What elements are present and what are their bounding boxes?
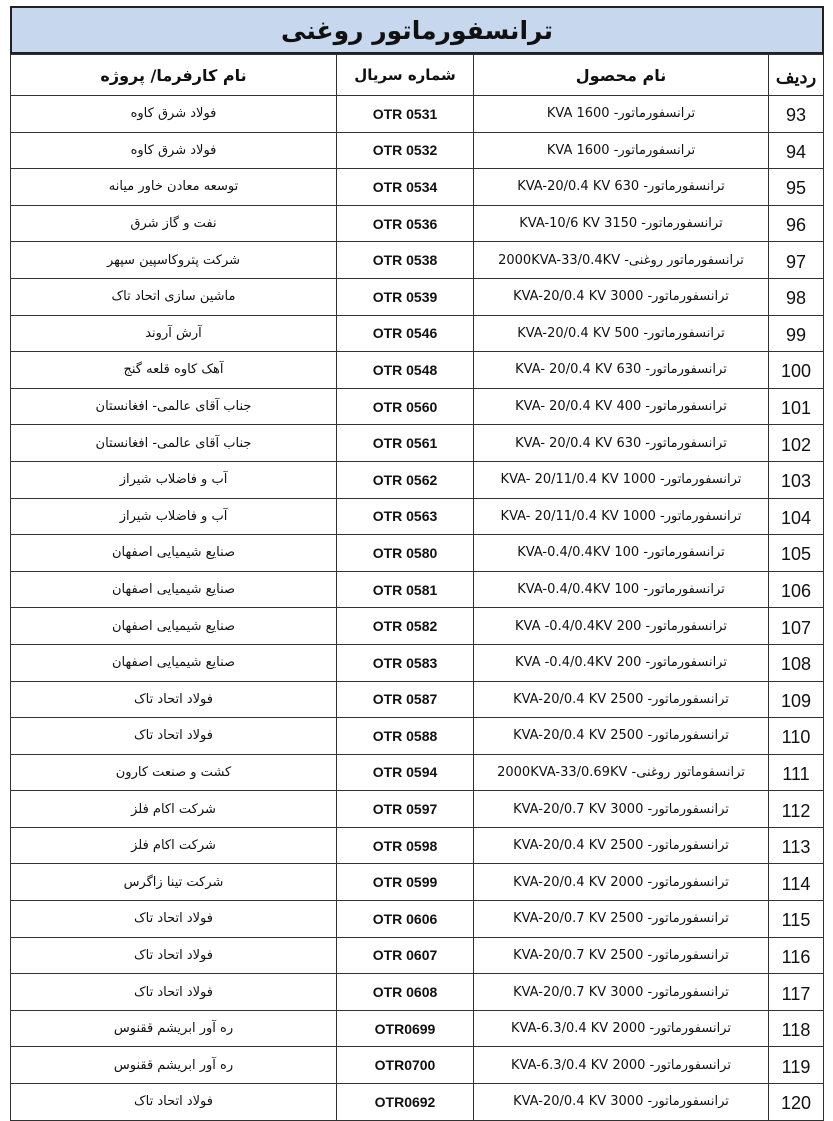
- table-row: [11, 315, 824, 352]
- product-name-cell: ترانسفورماتور- 3000 KVA-20/0.4 KV: [474, 1084, 769, 1121]
- row-number-cell: 116: [769, 937, 824, 974]
- row-number-cell: 102: [769, 425, 824, 462]
- table-row: [11, 352, 824, 389]
- table-row: [11, 498, 824, 535]
- client-name-cell: فولاد اتحاد تاک: [11, 937, 337, 974]
- row-number-cell: 118: [769, 1010, 824, 1047]
- table-row: [11, 535, 824, 572]
- product-name-cell: ترانسفورماتور روغنی- 2000KVA-33/0.4KV: [474, 242, 769, 279]
- product-name-cell: ترانسفورماتور- 3000 KVA-20/0.4 KV: [474, 278, 769, 315]
- table-row: [11, 827, 824, 864]
- table-row: [11, 461, 824, 498]
- table-row: [11, 864, 824, 901]
- product-name-cell: ترانسفورماتور- 2500 KVA-20/0.4 KV: [474, 827, 769, 864]
- row-number-cell: 114: [769, 864, 824, 901]
- client-name-cell: کشت و صنعت کارون: [11, 754, 337, 791]
- table-row: [11, 754, 824, 791]
- serial-number-cell: OTR 0580: [337, 535, 474, 572]
- product-name-cell: ترانسفورماتور- 2500 KVA-20/0.4 KV: [474, 681, 769, 718]
- table-row: [11, 608, 824, 645]
- row-number-cell: 107: [769, 608, 824, 645]
- serial-number-cell: OTR 0581: [337, 571, 474, 608]
- table-row: [11, 901, 824, 938]
- client-name-cell: فولاد اتحاد تاک: [11, 681, 337, 718]
- product-name-cell: ترانسفورماتور- 2000 KVA-6.3/0.4 KV: [474, 1010, 769, 1047]
- row-number-cell: 117: [769, 974, 824, 1011]
- serial-number-cell: OTR 0597: [337, 791, 474, 828]
- client-name-cell: توسعه معادن خاور میانه: [11, 169, 337, 206]
- product-name-cell: ترانسفورماتور- 3150 KVA-10/6 KV: [474, 205, 769, 242]
- table-row: [11, 388, 824, 425]
- row-number-cell: 104: [769, 498, 824, 535]
- product-name-cell: ترانسفورماتور- 200 KVA -0.4/0.4KV: [474, 644, 769, 681]
- row-number-cell: 111: [769, 754, 824, 791]
- table-row: [11, 205, 824, 242]
- serial-number-cell: OTR 0562: [337, 461, 474, 498]
- table-row: [11, 718, 824, 755]
- products-table: [10, 54, 824, 1121]
- product-name-cell: ترانسفورماتور- 2000 KVA-6.3/0.4 KV: [474, 1047, 769, 1084]
- serial-number-cell: OTR 0548: [337, 352, 474, 389]
- product-name-cell: ترانسفورماتور- 1000 KVA- 20/11/0.4 KV: [474, 498, 769, 535]
- row-number-cell: 109: [769, 681, 824, 718]
- client-name-cell: ره آور ابریشم ققنوس: [11, 1010, 337, 1047]
- client-name-cell: صنایع شیمیایی اصفهان: [11, 535, 337, 572]
- serial-number-cell: OTR 0532: [337, 132, 474, 169]
- serial-number-cell: OTR 0608: [337, 974, 474, 1011]
- product-name-cell: ترانسفورماتور- 200 KVA -0.4/0.4KV: [474, 608, 769, 645]
- header-product-name: نام محصول: [474, 55, 769, 96]
- client-name-cell: ماشین سازی اتحاد تاک: [11, 278, 337, 315]
- serial-number-cell: OTR 0560: [337, 388, 474, 425]
- row-number-cell: 93: [769, 96, 824, 133]
- product-name-cell: ترانسفورماتور- 3000 KVA-20/0.7 KV: [474, 791, 769, 828]
- table-row: [11, 644, 824, 681]
- serial-number-cell: OTR 0534: [337, 169, 474, 206]
- table-row: [11, 681, 824, 718]
- table-row: [11, 169, 824, 206]
- serial-number-cell: OTR 0607: [337, 937, 474, 974]
- product-name-cell: ترانسفورماتور- 2000 KVA-20/0.4 KV: [474, 864, 769, 901]
- client-name-cell: شرکت اکام فلز: [11, 827, 337, 864]
- client-name-cell: صنایع شیمیایی اصفهان: [11, 608, 337, 645]
- product-name-cell: ترانسفورماتور- 1000 KVA- 20/11/0.4 KV: [474, 461, 769, 498]
- serial-number-cell: OTR 0536: [337, 205, 474, 242]
- client-name-cell: آرش آروند: [11, 315, 337, 352]
- product-name-cell: ترانسفورماتور- 630 KVA- 20/0.4 KV: [474, 425, 769, 462]
- client-name-cell: صنایع شیمیایی اصفهان: [11, 571, 337, 608]
- row-number-cell: 98: [769, 278, 824, 315]
- product-name-cell: ترانسفورماتور- 630 KVA-20/0.4 KV: [474, 169, 769, 206]
- table-row: [11, 571, 824, 608]
- product-name-cell: ترانسفورماتور- 2500 KVA-20/0.4 KV: [474, 718, 769, 755]
- client-name-cell: ره آور ابریشم ققنوس: [11, 1047, 337, 1084]
- client-name-cell: جناب آقای عالمی- افغانستان: [11, 425, 337, 462]
- client-name-cell: جناب آقای عالمی- افغانستان: [11, 388, 337, 425]
- product-name-cell: ترانسفورماتور- 1600 KVA: [474, 132, 769, 169]
- table-row: [11, 132, 824, 169]
- row-number-cell: 105: [769, 535, 824, 572]
- client-name-cell: فولاد اتحاد تاک: [11, 901, 337, 938]
- table-row: [11, 791, 824, 828]
- row-number-cell: 106: [769, 571, 824, 608]
- client-name-cell: شرکت پتروکاسپین سپهر: [11, 242, 337, 279]
- header-row: [11, 55, 824, 96]
- serial-number-cell: OTR 0599: [337, 864, 474, 901]
- serial-number-cell: OTR 0563: [337, 498, 474, 535]
- table-row: [11, 1047, 824, 1084]
- client-name-cell: فولاد شرق کاوه: [11, 96, 337, 133]
- client-name-cell: فولاد اتحاد تاک: [11, 1084, 337, 1121]
- client-name-cell: آب و فاضلاب شیراز: [11, 498, 337, 535]
- serial-number-cell: OTR0700: [337, 1047, 474, 1084]
- table-row: [11, 242, 824, 279]
- row-number-cell: 113: [769, 827, 824, 864]
- product-name-cell: ترانسفورماتور- 630 KVA- 20/0.4 KV: [474, 352, 769, 389]
- row-number-cell: 112: [769, 791, 824, 828]
- row-number-cell: 108: [769, 644, 824, 681]
- serial-number-cell: OTR 0587: [337, 681, 474, 718]
- table-row: [11, 425, 824, 462]
- serial-number-cell: OTR 0546: [337, 315, 474, 352]
- table-row: [11, 974, 824, 1011]
- client-name-cell: شرکت اکام فلز: [11, 791, 337, 828]
- client-name-cell: فولاد اتحاد تاک: [11, 718, 337, 755]
- table-row: [11, 278, 824, 315]
- client-name-cell: شرکت تینا زاگرس: [11, 864, 337, 901]
- row-number-cell: 94: [769, 132, 824, 169]
- row-number-cell: 101: [769, 388, 824, 425]
- row-number-cell: 99: [769, 315, 824, 352]
- client-name-cell: فولاد شرق کاوه: [11, 132, 337, 169]
- client-name-cell: نفت و گاز شرق: [11, 205, 337, 242]
- product-name-cell: ترانسفورماتور- 3000 KVA-20/0.7 KV: [474, 974, 769, 1011]
- client-name-cell: صنایع شیمیایی اصفهان: [11, 644, 337, 681]
- serial-number-cell: OTR 0582: [337, 608, 474, 645]
- client-name-cell: فولاد اتحاد تاک: [11, 974, 337, 1011]
- product-name-cell: ترانسفورماتور- 100 KVA-0.4/0.4KV: [474, 571, 769, 608]
- table-row: [11, 1084, 824, 1121]
- product-name-cell: ترانسفورماتور- 2500 KVA-20/0.7 KV: [474, 901, 769, 938]
- row-number-cell: 115: [769, 901, 824, 938]
- product-name-cell: ترانسفورماتور- 100 KVA-0.4/0.4KV: [474, 535, 769, 572]
- table-row: [11, 96, 824, 133]
- row-number-cell: 119: [769, 1047, 824, 1084]
- serial-number-cell: OTR 0598: [337, 827, 474, 864]
- table-row: [11, 937, 824, 974]
- serial-number-cell: OTR 0583: [337, 644, 474, 681]
- row-number-cell: 120: [769, 1084, 824, 1121]
- serial-number-cell: OTR0699: [337, 1010, 474, 1047]
- product-name-cell: ترانسفورماتور- 1600 KVA: [474, 96, 769, 133]
- serial-number-cell: OTR 0531: [337, 96, 474, 133]
- table-body: [11, 96, 824, 1121]
- serial-number-cell: OTR 0538: [337, 242, 474, 279]
- row-number-cell: 95: [769, 169, 824, 206]
- serial-number-cell: OTR 0539: [337, 278, 474, 315]
- serial-number-cell: OTR 0561: [337, 425, 474, 462]
- row-number-cell: 110: [769, 718, 824, 755]
- row-number-cell: 100: [769, 352, 824, 389]
- serial-number-cell: OTR 0594: [337, 754, 474, 791]
- row-number-cell: 96: [769, 205, 824, 242]
- serial-number-cell: OTR 0606: [337, 901, 474, 938]
- product-sheet: [10, 6, 824, 1121]
- header-row-number: ردیف: [769, 55, 824, 96]
- serial-number-cell: OTR 0588: [337, 718, 474, 755]
- header-client-project: نام کارفرما/ پروژه: [11, 55, 337, 96]
- product-name-cell: ترانسفوماتور روغنی- 2000KVA-33/0.69KV: [474, 754, 769, 791]
- table-row: [11, 1010, 824, 1047]
- product-name-cell: ترانسفورماتور- 500 KVA-20/0.4 KV: [474, 315, 769, 352]
- product-name-cell: ترانسفورماتور- 2500 KVA-20/0.7 KV: [474, 937, 769, 974]
- client-name-cell: آب و فاضلاب شیراز: [11, 461, 337, 498]
- row-number-cell: 97: [769, 242, 824, 279]
- header-serial-number: شماره سریال: [337, 55, 474, 96]
- serial-number-cell: OTR0692: [337, 1084, 474, 1121]
- client-name-cell: آهک کاوه قلعه گنج: [11, 352, 337, 389]
- row-number-cell: 103: [769, 461, 824, 498]
- product-name-cell: ترانسفورماتور- 400 KVA- 20/0.4 KV: [474, 388, 769, 425]
- table-title: ترانسفورماتور روغنی: [10, 6, 824, 54]
